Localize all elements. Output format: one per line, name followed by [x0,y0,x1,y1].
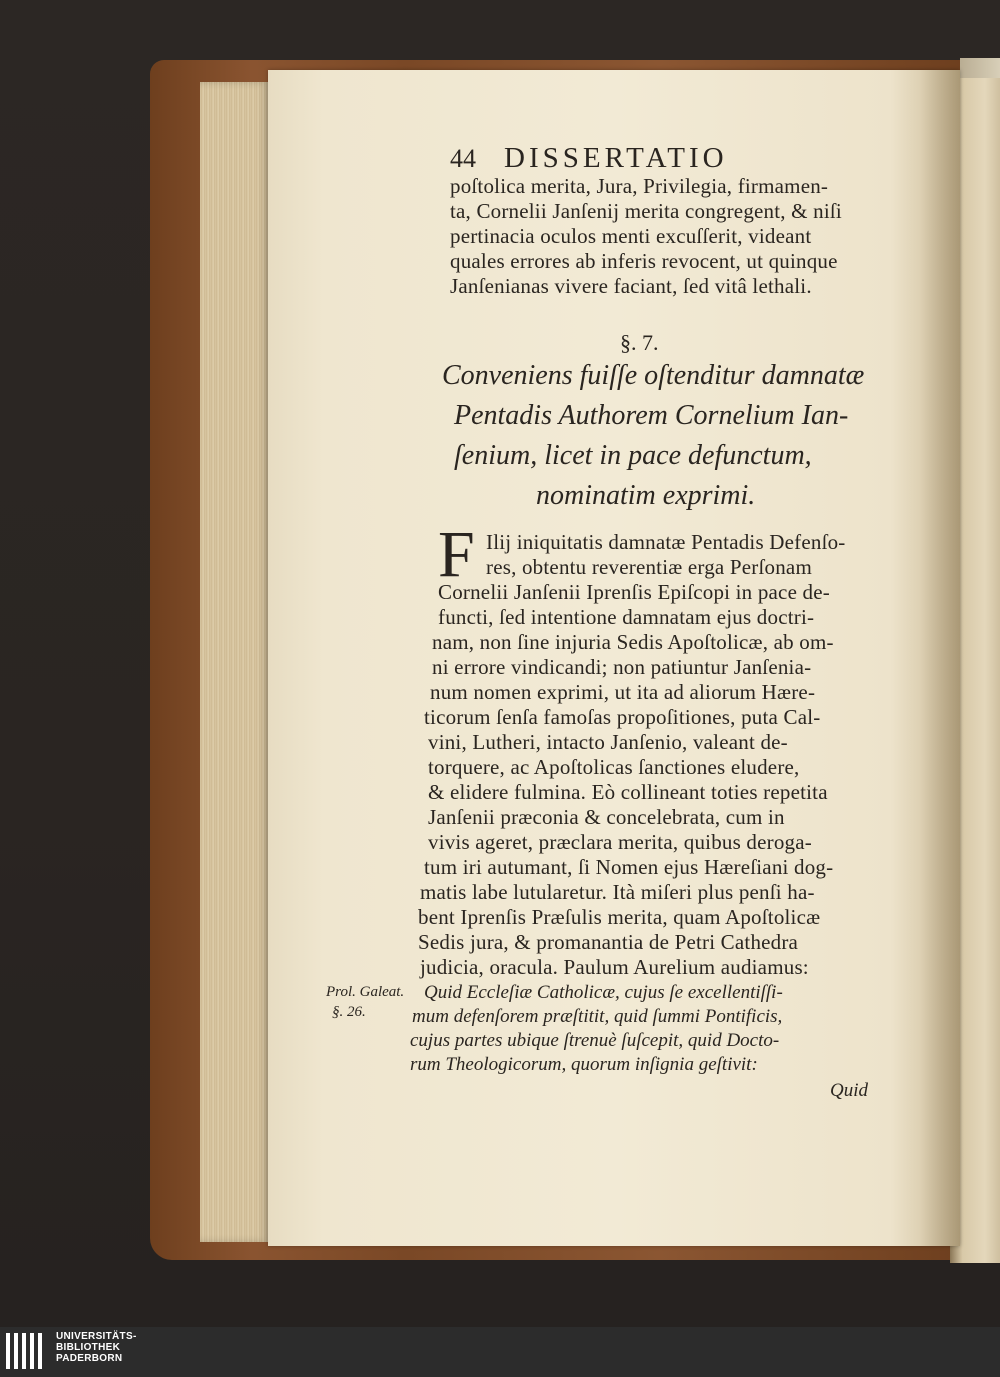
section-heading-line: Conveniens fuiſſe oſtenditur damnatæ [442,360,865,391]
text-line: functi, ſed intentione damnatam ejus doctri- [438,605,815,629]
text-line: & elidere fulmina. Eò collineant toties repetita [428,780,828,804]
quote-line: mum defenſorem præſtitit, quid ſummi Pontificis, [412,1006,783,1027]
text-line: poſtolica merita, Jura, Privilegia, firmamen- [450,174,829,198]
text-line: Janſenianas vivere faciant, ſed vitâ lethali. [450,274,812,298]
quote-line: Quid Eccleſiæ Catholicæ, cujus ſe excellentiſſi- [424,982,783,1003]
margin-note-line: Prol. Galeat. [326,984,405,1000]
text-line: pertinacia oculos menti excuſſerit, videant [450,224,812,248]
running-head [450,142,728,175]
text-line: Sedis jura, & promanantia de Petri Cathedra [418,930,799,954]
text-line: nam, non ſine injuria Sedis Apoſtolicæ, ab om- [432,630,834,654]
section-number: §. 7. [620,330,659,355]
library-name-line: UNIVERSITÄTS- [56,1331,137,1342]
text-line: ticorum ſenſa famoſas propoſitiones, puta Cal- [424,705,821,729]
margin-note-line: §. 26. [332,1004,366,1020]
section-heading-line: nominatim exprimi. [536,480,756,511]
running-title: DISSERTATIO [504,142,728,174]
text-line: quales errores ab inferis revocent, ut quinque [450,249,838,273]
text-line: num nomen exprimi, ut ita ad aliorum Hære- [430,680,816,704]
footer-bar [0,1327,1000,1377]
section-heading-line: ſenium, licet in pace defunctum, [454,440,812,471]
drop-cap: F [438,518,475,591]
text-line: matis labe lutularetur. Ità miſeri plus penſi ha- [420,880,815,904]
text-line: res, obtentu reverentiæ erga Perſonam [486,555,812,579]
section-heading-line: Pentadis Authorem Cornelium Ian- [454,400,849,431]
text-line: vivis ageret, præclara merita, quibus deroga- [428,830,812,854]
catchword: Quid [830,1080,868,1101]
text-line: torquere, ac Apoſtolicas ſanctiones eludere, [428,755,800,779]
text-line: Cornelii Janſenii Iprenſis Epiſcopi in pace de- [438,580,830,604]
library-logo-icon [6,1333,50,1369]
text-line: vini, Lutheri, intacto Janſenio, valeant de- [428,730,788,754]
page-edges [200,82,270,1242]
text-line: Ilij iniquitatis damnatæ Pentadis Defenſo- [486,530,846,554]
book-page [268,70,960,1246]
library-name-line: BIBLIOTHEK [56,1342,121,1353]
library-name-line: PADERBORN [56,1353,123,1364]
quote-line: cujus partes ubique ſtrenuè ſuſcepit, quid Docto- [410,1030,780,1051]
text-line: Janſenii præconia & concelebrata, cum in [428,805,785,829]
text-line: ta, Cornelii Janſenij merita congregent, & niſi [450,199,842,223]
text-line: ni errore vindicandi; non patiuntur Janſenia- [432,655,812,679]
text-line: bent Iprenſis Præſulis merita, quam Apoſtolicæ [418,905,821,929]
quote-line: rum Theologicorum, quorum inſignia geſtivit: [410,1054,758,1075]
text-line: tum iri autumant, ſi Nomen ejus Hæreſiani dog- [424,855,834,879]
page-number: 44 [450,144,476,173]
text-line: judicia, oracula. Paulum Aurelium audiamus: [420,955,809,979]
gutter-shadow [920,70,960,1246]
